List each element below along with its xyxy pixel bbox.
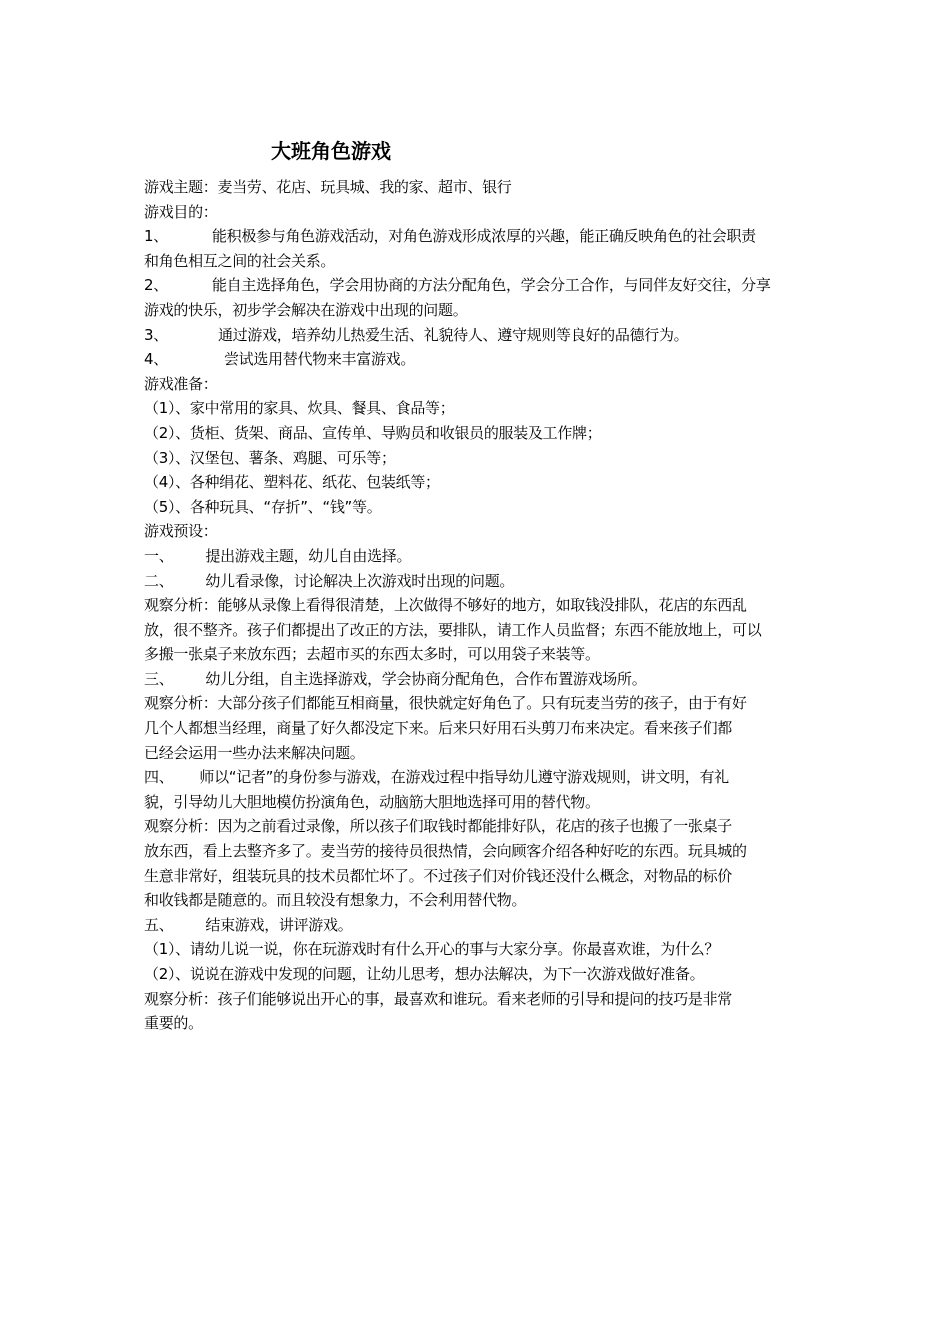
step-number: 四、 bbox=[144, 768, 174, 787]
step-text: 师以“记者”的身份参与游戏，在游戏过程中指导幼儿遵守游戏规则，讲文明，有礼 bbox=[199, 768, 729, 787]
step-4-cont: 貌，引导幼儿大胆地模仿扮演角色，动脑筋大胆地选择可用的替代物。 bbox=[144, 792, 600, 811]
goal-number: 4、 bbox=[144, 350, 168, 369]
step-3 bbox=[144, 667, 810, 692]
prep-item: （1）、家中常用的家具、炊具、餐具、食品等； bbox=[144, 399, 455, 418]
goal-item-4 bbox=[144, 347, 810, 372]
goal-item-1-cont: 和角色相互之间的社会关系。 bbox=[144, 251, 336, 270]
question-item: （1）、请幼儿说一说，你在玩游戏时有什么开心的事与大家分享。你最喜欢谁，为什么？ bbox=[144, 940, 720, 959]
step-5 bbox=[144, 913, 810, 938]
goal-number: 3、 bbox=[144, 325, 168, 344]
step-text: 结束游戏，讲评游戏。 bbox=[205, 915, 353, 934]
step-number: 五、 bbox=[144, 915, 174, 934]
theme-line: 游戏主题：麦当劳、花店、玩具城、我的家、超市、银行 bbox=[144, 178, 512, 196]
question-item: （2）、说说在游戏中发现的问题，让幼儿思考，想办法解决，为下一次游戏做好准备。 bbox=[144, 965, 705, 983]
observation-3-cont: 生意非常好，组装玩具的技术员都忙坏了。不过孩子们对价钱还没什么概念，对物品的标价 bbox=[144, 866, 733, 885]
goal-item-1 bbox=[144, 224, 810, 249]
goal-item-2 bbox=[144, 273, 810, 298]
observation-2-cont: 几个人都想当经理，商量了好久都没定下来。后来只好用石头剪刀布来决定。看来孩子们都 bbox=[144, 719, 733, 738]
goal-item-3 bbox=[144, 323, 810, 348]
step-text: 提出游戏主题，幼儿自由选择。 bbox=[205, 546, 412, 565]
prep-item: （2）、货柜、货架、商品、宣传单、导购员和收银员的服装及工作牌； bbox=[144, 423, 602, 442]
goal-text: 通过游戏，培养幼儿热爱生活、礼貌待人、遵守规则等良好的品德行为。 bbox=[217, 325, 689, 344]
goal-text: 能自主选择角色，学会用协商的方法分配角色，学会分工合作，与同伴友好交往，分享 bbox=[211, 276, 771, 295]
plan-heading: 游戏预设： bbox=[144, 522, 218, 541]
observation-1-cont: 放，很不整齐。孩子们都提出了改正的方法，要排队，请工作人员监督；东西不能放地上，可以 bbox=[144, 620, 762, 639]
observation-1-cont: 多搬一张桌子来放东西；去超市买的东西太多时，可以用袋子来装等。 bbox=[144, 645, 600, 664]
goal-text: 尝试选用替代物来丰富游戏。 bbox=[223, 350, 416, 369]
goal-text: 能积极参与角色游戏活动，对角色游戏形成浓厚的兴趣，能正确反映角色的社会职责 bbox=[211, 227, 756, 246]
step-1 bbox=[144, 544, 810, 569]
goals-heading: 游戏目的： bbox=[144, 202, 218, 221]
prep-item: （3）、汉堡包、薯条、鸡腿、可乐等； bbox=[144, 448, 396, 467]
goal-number: 1、 bbox=[144, 227, 168, 246]
prep-item: （4）、各种绢花、塑料花、纸花、包装纸等； bbox=[144, 473, 440, 492]
step-4 bbox=[144, 765, 810, 790]
goal-item-2-cont: 游戏的快乐，初步学会解决在游戏中出现的问题。 bbox=[144, 300, 468, 319]
step-text: 幼儿分组，自主选择游戏，学会协商分配角色，合作布置游戏场所。 bbox=[205, 669, 647, 688]
step-number: 一、 bbox=[144, 546, 174, 565]
document-body bbox=[144, 175, 810, 1036]
observation-1: 观察分析：能够从录像上看得很清楚，上次做得不够好的地方，如取钱没排队，花店的东西乱 bbox=[144, 596, 747, 615]
step-number: 三、 bbox=[144, 669, 174, 688]
observation-4: 观察分析：孩子们能够说出开心的事，最喜欢和谁玩。看来老师的引导和提问的技巧是非常 bbox=[144, 989, 733, 1008]
observation-3-cont: 放东西，看上去整齐多了。麦当劳的接待员很热情，会向顾客介绍各种好吃的东西。玩具城的 bbox=[144, 842, 747, 861]
observation-4-cont: 重要的。 bbox=[144, 1014, 203, 1033]
prep-heading: 游戏准备： bbox=[144, 374, 218, 393]
step-2 bbox=[144, 569, 810, 594]
observation-3-cont: 和收钱都是随意的。而且较没有想象力，不会利用替代物。 bbox=[144, 891, 527, 910]
observation-3: 观察分析：因为之前看过录像，所以孩子们取钱时都能排好队，花店的孩子也搬了一张桌子 bbox=[144, 817, 733, 836]
observation-2-cont: 已经会运用一些办法来解决问题。 bbox=[144, 743, 365, 762]
prep-item: （5）、各种玩具、“存折”、“钱”等。 bbox=[144, 497, 382, 516]
step-number: 二、 bbox=[144, 571, 174, 590]
observation-2: 观察分析：大部分孩子们都能互相商量，很快就定好角色了。只有玩麦当劳的孩子，由于有好 bbox=[144, 694, 747, 713]
goal-number: 2、 bbox=[144, 276, 168, 295]
step-text: 幼儿看录像，讨论解决上次游戏时出现的问题。 bbox=[205, 571, 515, 590]
document-title: 大班角色游戏 bbox=[271, 139, 391, 163]
